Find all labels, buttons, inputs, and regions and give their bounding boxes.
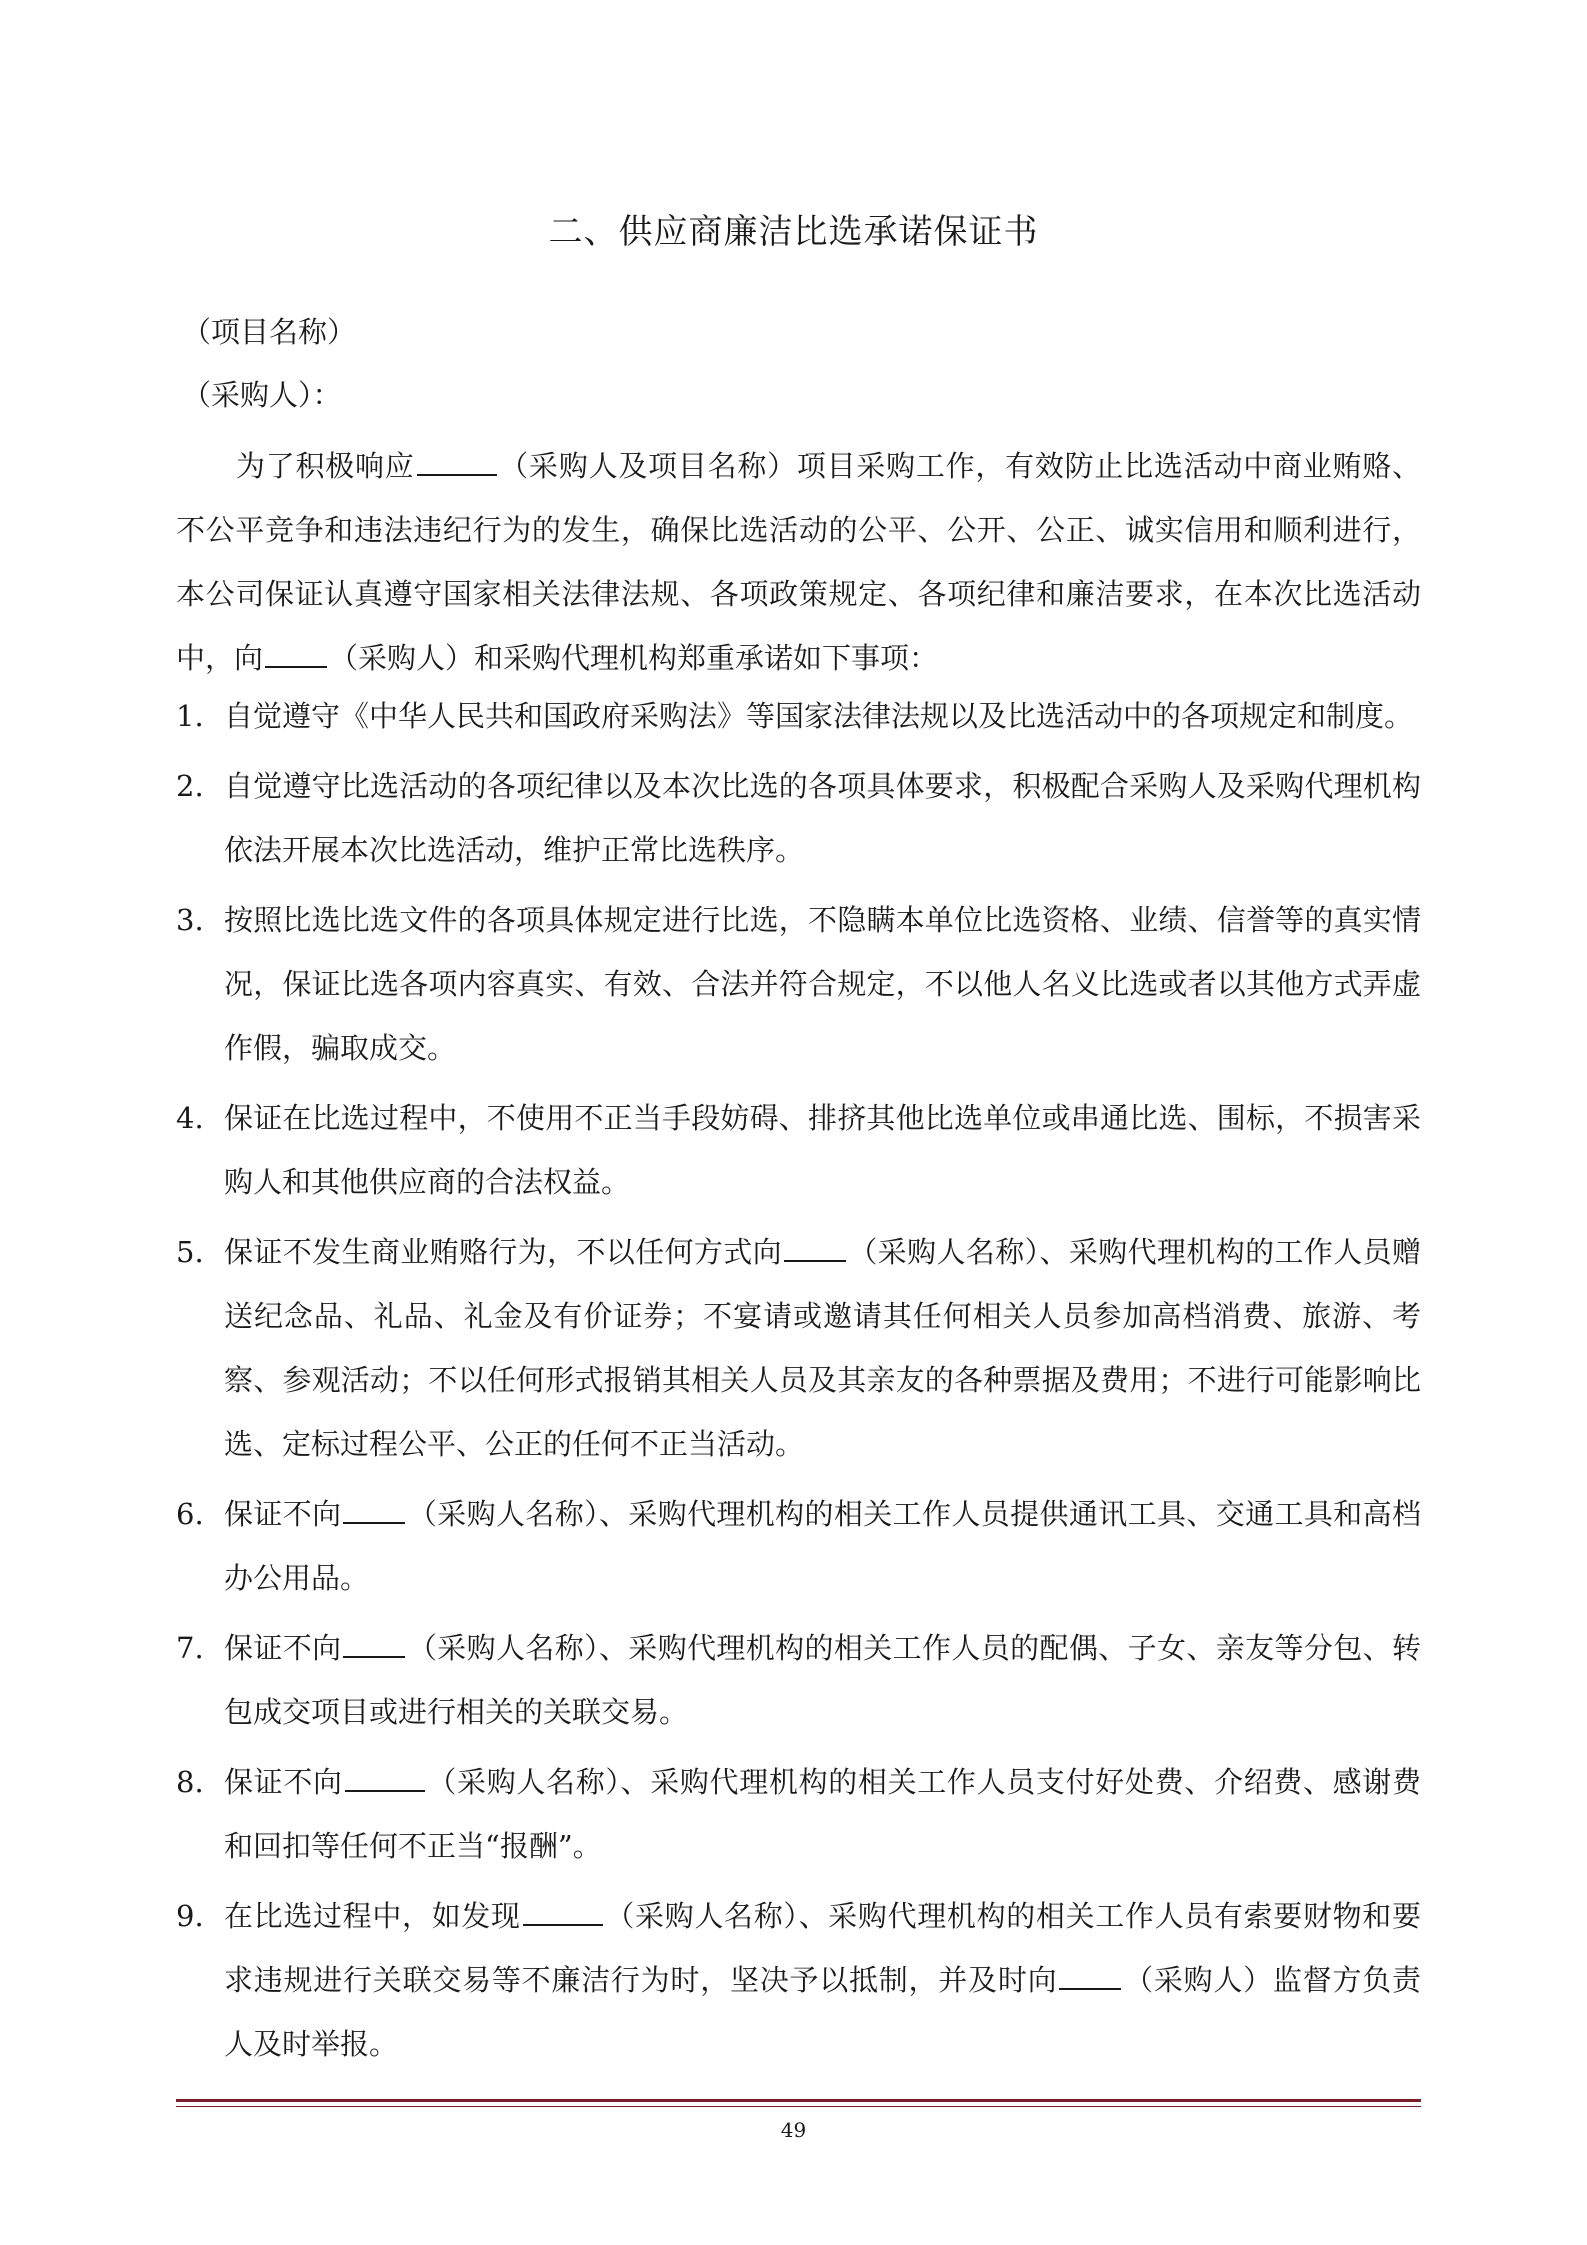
fill-blank (343, 1628, 405, 1658)
fill-blank (417, 446, 497, 476)
list-item (176, 1086, 1421, 1214)
item-text-post: （采购人名称）、采购代理机构的相关工作人员支付好处费、介绍费、感谢费和回扣等任何不正当“报酬”。 (224, 1765, 1421, 1863)
item-number: 5. (176, 1235, 204, 1269)
intro-text-2: （采购人及项目名称）项目采购工作，有效防止比选活动中商业贿赂、不公平竞争和违法违纪行为的发生，确保比选活动的公平、公开、公正、诚实信用和顺利进行，本公司保证认真遵守国家相关法律法规、各项政策规定、各项纪律和廉洁要求，在本次比选活动中，向 (176, 449, 1421, 675)
list-item (176, 1750, 1421, 1878)
item-text: 保证在比选过程中，不使用不正当手段妨碍、排挤其他比选单位或串通比选、围标，不损害采购人和其他供应商的合法权益。 (224, 1101, 1421, 1199)
footer-rule (176, 2099, 1421, 2102)
footer-rule-thin (176, 2106, 1421, 2107)
item-text-pre: 保证不发生商业贿赂行为，不以任何方式向 (224, 1235, 783, 1269)
item-number: 3. (176, 903, 204, 937)
item-number: 4. (176, 1101, 204, 1135)
item-number: 6. (176, 1497, 204, 1531)
item-text-pre: 保证不向 (224, 1765, 343, 1799)
list-item (176, 1220, 1421, 1476)
fill-blank (1059, 1960, 1121, 1990)
fill-blank (523, 1896, 603, 1926)
addressee-purchaser: （采购人）： (182, 378, 342, 412)
fill-blank (265, 638, 327, 668)
item-text-post: （采购人名称）、采购代理机构的相关工作人员提供通讯工具、交通工具和高档办公用品。 (224, 1497, 1421, 1595)
addressee-project: （项目名称） (182, 315, 357, 349)
item-number: 8. (176, 1765, 204, 1799)
item-text-post: （采购人名称）、采购代理机构的相关工作人员的配偶、子女、亲友等分包、转包成交项目或进行相关的关联交易。 (224, 1631, 1421, 1729)
item-text-post: （采购人）监督方负责人及时举报。 (224, 1963, 1421, 2061)
list-item (176, 1482, 1421, 1610)
item-text: 自觉遵守比选活动的各项纪律以及本次比选的各项具体要求，积极配合采购人及采购代理机构依法开展本次比选活动，维护正常比选秩序。 (224, 769, 1421, 867)
fill-blank (343, 1494, 405, 1524)
page-title: 二、供应商廉洁比选承诺保证书 (548, 212, 1039, 252)
item-text: 自觉遵守《中华人民共和国政府采购法》等国家法律法规以及比选活动中的各项规定和制度。 (224, 699, 1414, 733)
commitment-list (176, 684, 1421, 2082)
item-number: 1. (176, 699, 204, 733)
item-text-pre: 在比选过程中，如发现 (224, 1899, 521, 1933)
fill-blank (345, 1762, 425, 1792)
list-item (176, 754, 1421, 882)
page-number: 49 (780, 2118, 807, 2142)
list-item (176, 1616, 1421, 1744)
list-item (176, 684, 1421, 748)
item-text-mid: （采购人名称）、采购代理机构的相关工作人员有索要财物和要求违规进行关联交易等不廉洁行为时，坚决予以抵制，并及时向 (224, 1899, 1421, 1997)
intro-text-3: （采购人）和采购代理机构郑重承诺如下事项： (329, 641, 939, 675)
item-text-pre: 保证不向 (224, 1497, 342, 1531)
item-text-pre: 保证不向 (224, 1631, 342, 1665)
item-text: 按照比选比选文件的各项具体规定进行比选，不隐瞒本单位比选资格、业绩、信誉等的真实情况，保证比选各项内容真实、有效、合法并符合规定，不以他人名义比选或者以其他方式弄虚作假，骗取成交。 (224, 903, 1421, 1065)
item-text-post: （采购人名称）、采购代理机构的工作人员赠送纪念品、礼品、礼金及有价证券；不宴请或邀请其任何相关人员参加高档消费、旅游、考察、参观活动；不以任何形式报销其相关人员及其亲友的各种票据及费用；不进行可能影响比选、定标过程公平、公正的任何不正当活动。 (224, 1235, 1421, 1461)
intro-paragraph (176, 434, 1421, 690)
item-number: 2. (176, 769, 204, 803)
intro-text-1: 为了积极响应 (236, 449, 415, 483)
list-item (176, 888, 1421, 1080)
item-number: 9. (176, 1899, 204, 1933)
item-number: 7. (176, 1631, 204, 1665)
fill-blank (784, 1232, 846, 1262)
list-item (176, 1884, 1421, 2076)
